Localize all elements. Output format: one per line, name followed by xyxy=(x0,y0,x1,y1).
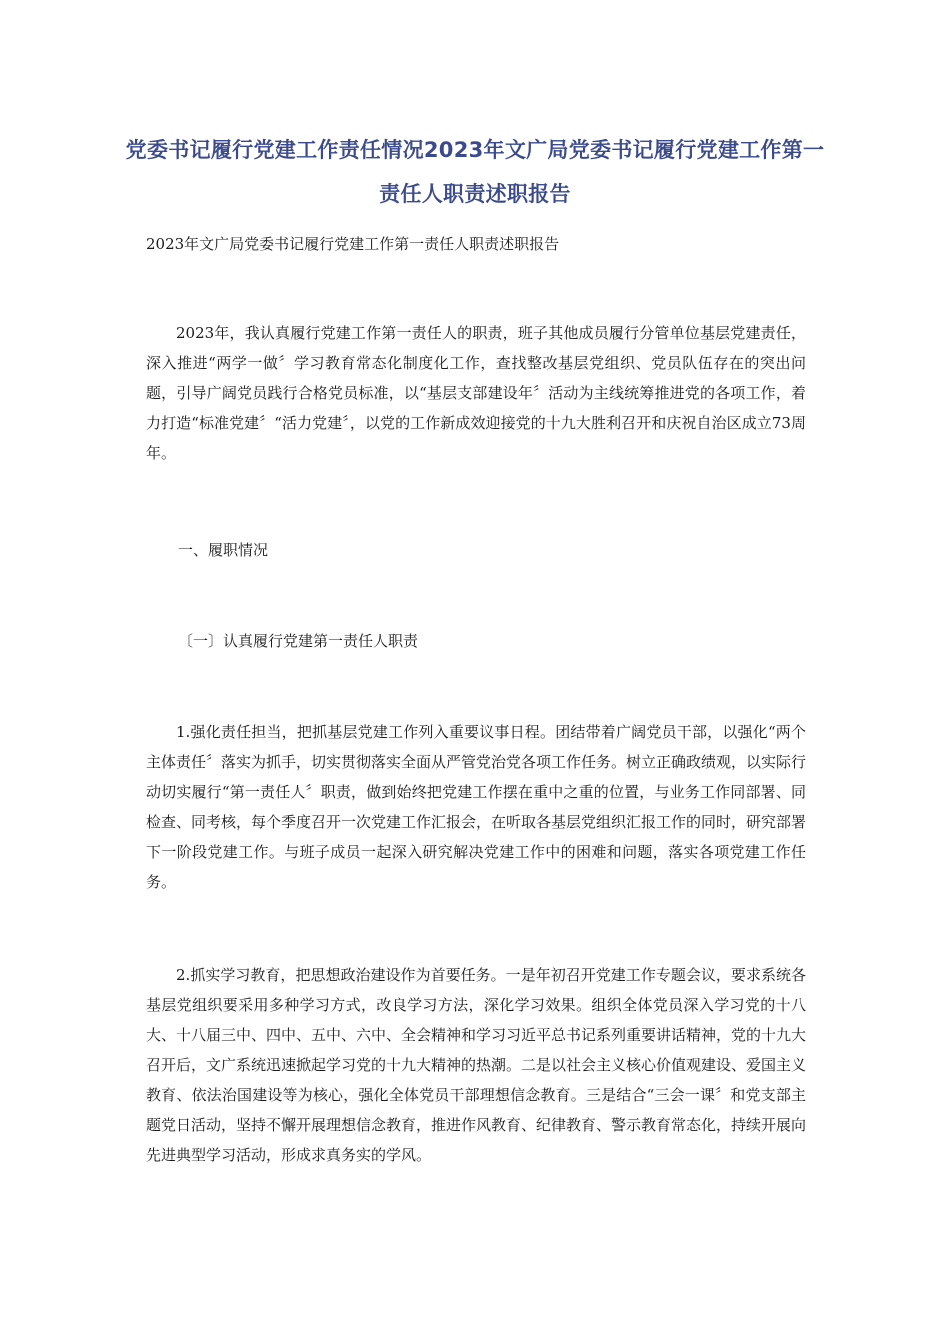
body-paragraph-2: 2.抓实学习教育，把思想政治建设作为首要任务。一是年初召开党建工作专题会议，要求系统各基层党组织要采用多种学习方式，改良学习方法，深化学习效果。组织全体党员深入学习党的十八大、十八届三中、四中、五中、六中、全会精神和学习习近平总书记系列重要讲话精神，党的十九大召开后，文广系统迅速掀起学习党的十九大精神的热潮。二是以社会主义核心价值观建设、爱国主义教育、依法治国建设等为核心，强化全体党员干部理想信念教育。三是结合“三会一课〞和党支部主题党日活动，坚持不懈开展理想信念教育，推进作风教育、纪律教育、警示教育常态化，持续开展向先进典型学习活动，形成求真务实的学风。 xyxy=(146,966,807,1164)
section-heading: 一、履职情况 xyxy=(178,541,269,559)
document-title: 党委书记履行党建工作责任情况2023年文广局党委书记履行党建工作第一责任人职责述职报告 xyxy=(125,138,825,206)
document-subtitle: 2023年文广局党委书记履行党建工作第一责任人职责述职报告 xyxy=(146,235,560,253)
body-paragraph-1: 1.强化责任担当，把抓基层党建工作列入重要议事日程。团结带着广阔党员干部，以强化“两个主体责任〞落实为抓手，切实贯彻落实全面从严管党治党各项工作任务。树立正确政绩观，以实际行动切实履行“第一责任人〞职责，做到始终把党建工作摆在重中之重的位置，与业务工作同部署、同检查、同考核，每个季度召开一次党建工作汇报会，在听取各基层党组织汇报工作的同时，研究部署下一阶段党建工作。与班子成员一起深入研究解决党建工作中的困难和问题，落实各项党建工作任务。 xyxy=(146,723,807,891)
intro-paragraph: 2023年，我认真履行党建工作第一责任人的职责，班子其他成员履行分管单位基层党建责任，深入推进“两学一做〞学习教育常态化制度化工作，查找整改基层党组织、党员队伍存在的突出问题，引导广阔党员践行合格党员标准，以“基层支部建设年〞活动为主线统筹推进党的各项工作，着力打造“标准党建〞“活力党建〞，以党的工作新成效迎接党的十九大胜利召开和庆祝自治区成立73周年。 xyxy=(146,324,806,462)
subsection-heading: 〔一〕认真履行党建第一责任人职责 xyxy=(178,632,419,650)
